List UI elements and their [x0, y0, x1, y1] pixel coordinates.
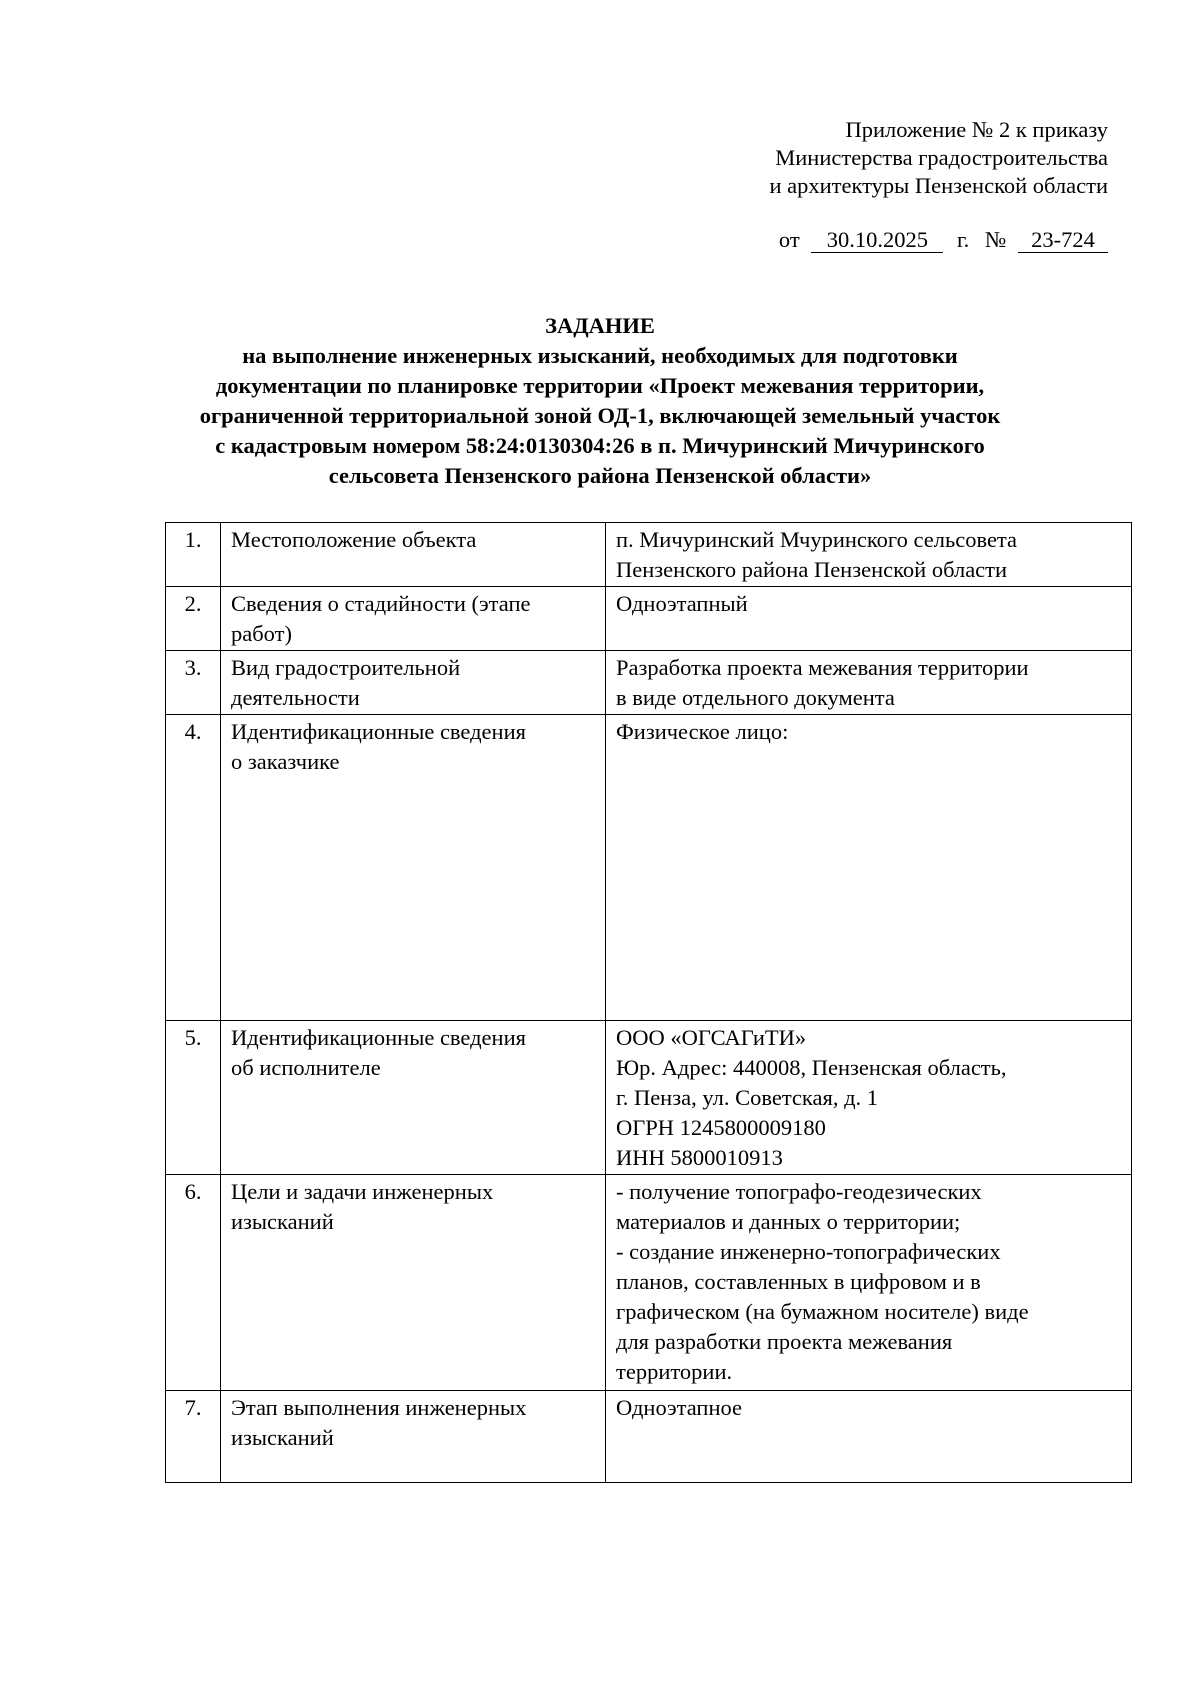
row-value — [606, 651, 1132, 715]
row-value-line: - получение топографо-геодезических — [616, 1179, 982, 1204]
row-value — [606, 1175, 1132, 1391]
table-row — [166, 715, 1132, 1021]
row-value-line: в виде отдельного документа — [616, 685, 895, 710]
row-value-line: территории. — [616, 1359, 733, 1384]
row-label-line: Вид градостроительной — [231, 655, 461, 680]
order-number-label: № — [984, 227, 1007, 252]
order-number: 23-724 — [1018, 228, 1108, 253]
row-label — [221, 651, 606, 715]
row-label — [221, 1175, 606, 1391]
row-value — [606, 1021, 1132, 1175]
row-label-line: работ) — [231, 621, 292, 646]
table-row — [166, 1175, 1132, 1391]
row-label-line: деятельности — [231, 685, 360, 710]
row-value-line: Одноэтапный — [616, 591, 748, 616]
row-value-line: Одноэтапное — [616, 1395, 743, 1420]
row-number: 4. — [166, 715, 221, 1021]
row-value-line: ООО «ОГСАГиТИ» — [616, 1025, 807, 1050]
row-label — [221, 587, 606, 651]
title-line: документации по планировке территории «Проект межевания территории, — [215, 373, 985, 398]
appendix-line: Министерства градостроительства — [775, 145, 1108, 170]
row-number: 3. — [166, 651, 221, 715]
row-number: 6. — [166, 1175, 221, 1391]
table-row — [166, 1021, 1132, 1175]
row-label — [221, 1391, 606, 1483]
row-label-line: изысканий — [231, 1425, 334, 1450]
row-label-line: Этап выполнения инженерных — [231, 1395, 527, 1420]
row-value — [606, 715, 1132, 1021]
title-line: ограниченной территориальной зоной ОД-1, включающей земельный участок — [199, 403, 1001, 428]
row-label-line: Местоположение объекта — [231, 527, 477, 552]
appendix-line: Приложение № 2 к приказу — [845, 117, 1108, 142]
specification-table-body — [166, 523, 1132, 1483]
appendix-line: и архитектуры Пензенской области — [769, 173, 1108, 198]
row-value-line: Физическое лицо: — [616, 719, 789, 744]
order-date-number — [779, 226, 1108, 254]
row-value-line: для разработки проекта межевания — [616, 1329, 953, 1354]
document-heading: ЗАДАНИЕ — [545, 313, 655, 338]
table-row — [166, 651, 1132, 715]
row-label — [221, 523, 606, 587]
order-year-suffix: г. — [956, 227, 970, 252]
row-value-line: Разработка проекта межевания территории — [616, 655, 1029, 680]
title-line: с кадастровым номером 58:24:0130304:26 в п. Мичуринский Мичуринского — [215, 433, 985, 458]
row-value-line: г. Пенза, ул. Советская, д. 1 — [616, 1085, 879, 1110]
document-title — [150, 311, 1050, 491]
row-value-line: Юр. Адрес: 440008, Пензенская область, — [616, 1055, 1007, 1080]
row-label — [221, 1021, 606, 1175]
row-label-line: Цели и задачи инженерных — [231, 1179, 494, 1204]
row-label-line: о заказчике — [231, 749, 340, 774]
row-value-line: ОГРН 1245800009180 — [616, 1115, 826, 1140]
row-value — [606, 587, 1132, 651]
row-number: 5. — [166, 1021, 221, 1175]
row-value-line: графическом (на бумажном носителе) виде — [616, 1299, 1029, 1324]
row-value-line: - создание инженерно-топографических — [616, 1239, 1001, 1264]
table-row — [166, 587, 1132, 651]
row-value — [606, 523, 1132, 587]
row-label-line: Идентификационные сведения — [231, 1025, 526, 1050]
row-value-line: Пензенского района Пензенской области — [616, 557, 1008, 582]
row-number: 1. — [166, 523, 221, 587]
row-label-line: изысканий — [231, 1209, 334, 1234]
appendix-note — [769, 116, 1108, 200]
row-number: 7. — [166, 1391, 221, 1483]
title-line: на выполнение инженерных изысканий, необходимых для подготовки — [242, 343, 958, 368]
table-row — [166, 1391, 1132, 1483]
title-line: сельсовета Пензенского района Пензенской области» — [328, 463, 872, 488]
specification-table — [165, 522, 1132, 1483]
row-value-line: планов, составленных в цифровом и в — [616, 1269, 981, 1294]
row-number: 2. — [166, 587, 221, 651]
row-label-line: об исполнителе — [231, 1055, 381, 1080]
row-value-line: п. Мичуринский Мчуринского сельсовета — [616, 527, 1018, 552]
order-from-label: от — [778, 227, 800, 252]
table-row — [166, 523, 1132, 587]
row-value-line: ИНН 5800010913 — [616, 1145, 783, 1170]
row-value-line: материалов и данных о территории; — [616, 1209, 961, 1234]
row-value — [606, 1391, 1132, 1483]
row-label — [221, 715, 606, 1021]
row-label-line: Сведения о стадийности (этапе — [231, 591, 531, 616]
order-date: 30.10.2025 — [811, 228, 943, 253]
row-label-line: Идентификационные сведения — [231, 719, 526, 744]
